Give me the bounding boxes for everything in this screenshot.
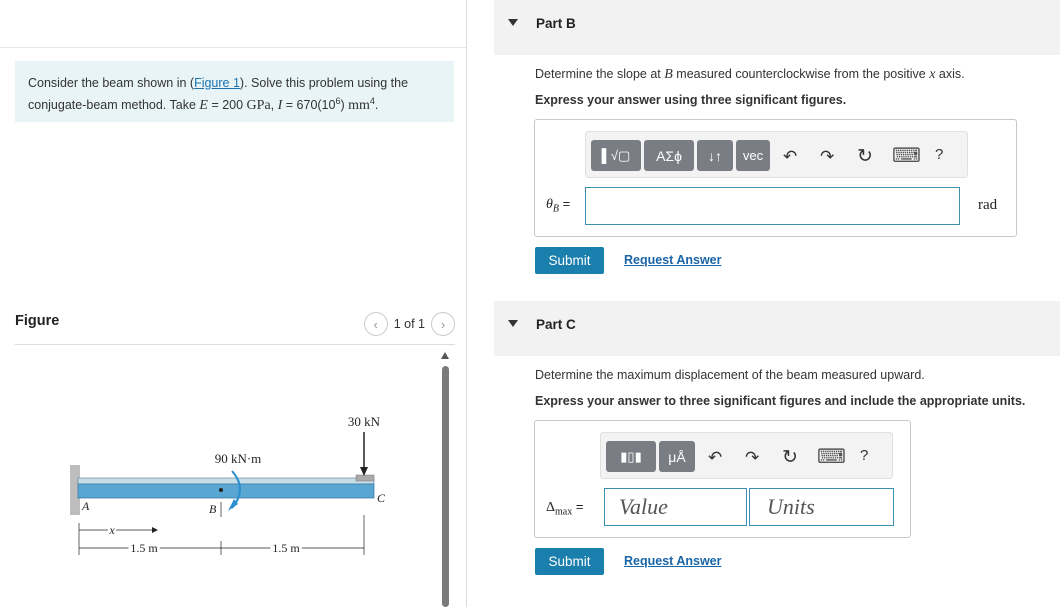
problem-text: = 670(10 bbox=[282, 98, 336, 113]
prev-figure-button[interactable] bbox=[364, 312, 388, 336]
moment-point bbox=[219, 488, 223, 492]
dim-label-1: 1.5 m bbox=[130, 541, 158, 555]
unit-label: rad bbox=[978, 197, 998, 213]
figure-scrollbar[interactable] bbox=[441, 352, 450, 607]
subscript-b: B bbox=[552, 203, 559, 215]
moment-label: 90 kN·m bbox=[214, 451, 262, 466]
var-b: B bbox=[664, 67, 673, 82]
theta-symbol: θ bbox=[546, 197, 553, 212]
units-button[interactable] bbox=[659, 441, 695, 472]
part-b-question bbox=[535, 67, 965, 83]
beam-figure bbox=[60, 405, 400, 560]
delta-max-label bbox=[546, 499, 583, 518]
templates-button[interactable] bbox=[606, 441, 656, 472]
problem-text: Consider the beam shown in ( bbox=[28, 76, 195, 90]
reset-icon[interactable]: ↻ bbox=[857, 146, 873, 167]
var-I: I bbox=[277, 98, 283, 114]
help-icon[interactable]: ? bbox=[935, 146, 944, 163]
part-b-toolbar bbox=[585, 131, 968, 178]
chevron-right-icon: › bbox=[440, 316, 446, 332]
part-c-answer-box bbox=[534, 420, 911, 538]
unit-gpa: GPa bbox=[246, 98, 271, 114]
equals: = bbox=[572, 499, 584, 514]
vec-icon: vec bbox=[742, 148, 764, 163]
vec-button[interactable] bbox=[736, 140, 770, 171]
theta-b-label bbox=[546, 196, 570, 215]
arrows-button[interactable] bbox=[697, 140, 733, 171]
x-arrowhead bbox=[152, 527, 158, 533]
value-input[interactable] bbox=[604, 488, 747, 526]
value-placeholder: Value bbox=[619, 494, 668, 519]
part-c-header[interactable] bbox=[494, 301, 1060, 356]
collapse-icon[interactable] bbox=[508, 320, 518, 327]
problem-text: conjugate-beam method. Take bbox=[28, 98, 200, 113]
scroll-up-icon[interactable] bbox=[441, 352, 449, 359]
sqrt-template-icon: ▌√▢ bbox=[601, 147, 631, 163]
arrows-icon: ↓↑ bbox=[708, 147, 722, 164]
next-figure-button[interactable] bbox=[431, 312, 455, 336]
exponent: 4 bbox=[369, 96, 375, 106]
part-b-answer-box bbox=[534, 119, 1017, 237]
part-b-header[interactable] bbox=[494, 0, 1060, 55]
templates-icon: ▮▯▮ bbox=[620, 448, 642, 464]
label-x: x bbox=[109, 523, 115, 537]
beam-body bbox=[78, 484, 374, 498]
part-c-submit-button[interactable]: Submit bbox=[535, 548, 604, 575]
scroll-thumb[interactable] bbox=[442, 366, 449, 607]
part-c-instruction: Express your answer to three significant figures and include the appropriate units. bbox=[535, 394, 1026, 408]
problem-text: . bbox=[374, 98, 379, 113]
label-b: B bbox=[209, 502, 217, 516]
units-icon: μÅ bbox=[668, 448, 686, 465]
exponent: 6 bbox=[335, 96, 341, 106]
part-c-question: Determine the maximum displacement of the beam measured upward. bbox=[535, 368, 925, 382]
undo-icon[interactable]: ↶ bbox=[708, 448, 723, 467]
redo-icon[interactable]: ↷ bbox=[820, 147, 835, 166]
left-top-band bbox=[0, 0, 466, 48]
collapse-icon[interactable] bbox=[508, 19, 518, 26]
problem-text: ) bbox=[340, 98, 349, 113]
beam-top bbox=[78, 478, 374, 484]
part-b-request-answer[interactable]: Request Answer bbox=[624, 253, 722, 267]
greek-button[interactable] bbox=[644, 140, 694, 171]
template-button[interactable] bbox=[591, 140, 641, 171]
end-plate bbox=[356, 475, 374, 481]
figure-header bbox=[15, 309, 455, 345]
units-placeholder: Units bbox=[767, 494, 815, 519]
pager-text: 1 of 1 bbox=[393, 317, 425, 331]
problem-text: ). Solve this problem using the bbox=[239, 76, 409, 90]
figure-title: Figure bbox=[15, 313, 60, 329]
question-text: measured counterclockwise from the positive bbox=[672, 67, 930, 81]
problem-statement bbox=[15, 61, 454, 122]
problem-text: = 200 bbox=[207, 98, 247, 113]
part-c-toolbar bbox=[600, 432, 893, 479]
dim-label-2: 1.5 m bbox=[272, 541, 300, 555]
var-E: E bbox=[199, 98, 208, 114]
part-b-submit-button[interactable]: Submit bbox=[535, 247, 604, 274]
left-panel bbox=[0, 0, 466, 607]
part-b-title: Part B bbox=[536, 16, 576, 31]
redo-icon[interactable]: ↷ bbox=[745, 448, 760, 467]
var-x: x bbox=[929, 67, 936, 82]
column-divider bbox=[466, 0, 467, 607]
equals: = bbox=[559, 196, 571, 211]
chevron-left-icon: ‹ bbox=[373, 316, 378, 332]
question-text: axis. bbox=[935, 67, 965, 81]
theta-b-input[interactable] bbox=[585, 187, 960, 225]
label-c: C bbox=[377, 491, 386, 505]
question-text: Determine the slope at bbox=[535, 67, 665, 81]
subscript-max: max bbox=[555, 506, 573, 518]
greek-icon: ΑΣϕ bbox=[656, 147, 682, 164]
reset-icon[interactable]: ↻ bbox=[782, 447, 798, 468]
keyboard-icon[interactable]: ⌨ bbox=[817, 446, 846, 468]
unit-mm: mm bbox=[348, 98, 370, 114]
load-label: 30 kN bbox=[347, 414, 381, 429]
undo-icon[interactable]: ↶ bbox=[783, 147, 798, 166]
part-b-instruction: Express your answer using three significant figures. bbox=[535, 93, 847, 107]
label-a: A bbox=[82, 499, 90, 513]
part-c-title: Part C bbox=[536, 317, 576, 332]
help-icon[interactable]: ? bbox=[860, 447, 869, 464]
problem-text: , bbox=[270, 98, 278, 113]
units-input[interactable] bbox=[749, 488, 894, 526]
delta-symbol: Δ bbox=[546, 500, 556, 515]
load-arrow-head bbox=[360, 467, 368, 476]
keyboard-icon[interactable]: ⌨ bbox=[892, 145, 921, 167]
part-c-request-answer[interactable]: Request Answer bbox=[624, 554, 722, 568]
figure-link[interactable]: Figure 1 bbox=[194, 76, 240, 90]
figure-pager bbox=[364, 312, 455, 336]
